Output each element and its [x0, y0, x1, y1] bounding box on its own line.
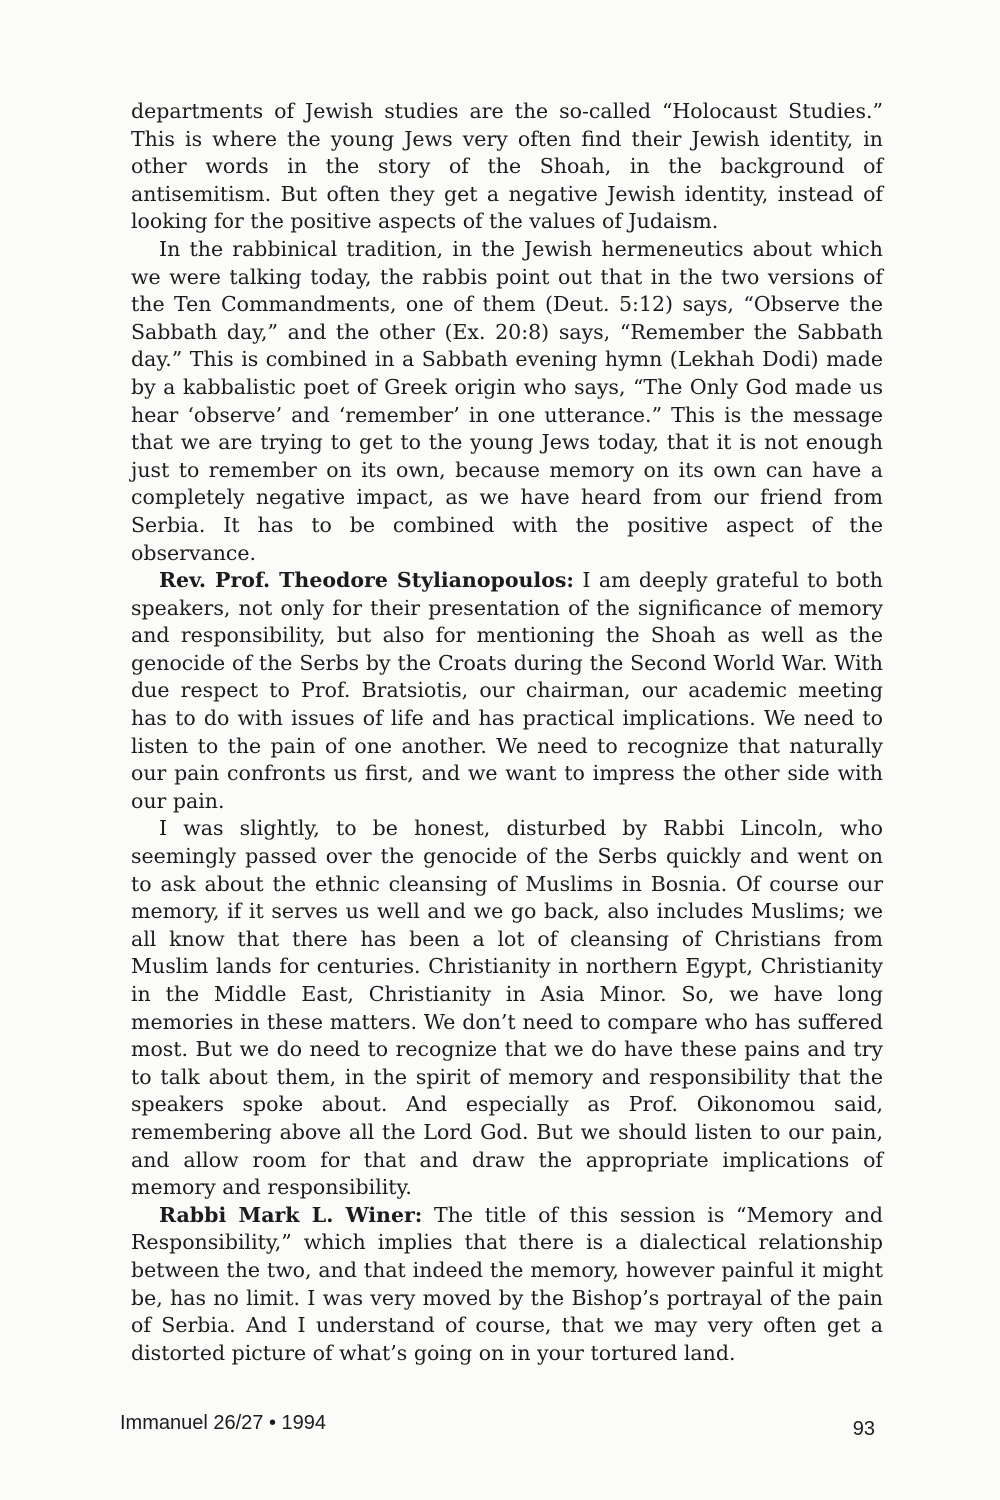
paragraph-1: departments of Jewish studies are the so-called “Holocaust Studies.” This is where the young Jews very often find their Jewish identity, in other words in the story of the Shoah, in the background of antisemitism. But often they get a negative Jewish identity, instead of looking for the positive aspects of the values of Judaism.	[131, 99, 883, 234]
paragraph-5	[131, 1202, 883, 1368]
paragraph-4: I was slightly, to be honest, disturbed by Rabbi Lincoln, who seemingly passed over the genocide of the Serbs quickly and went on to ask about the ethnic cleansing of Muslims in Bosnia. Of course our memory, if it serves us well and we go back, also includes Muslims; we all know that there has been a lot of cleansing of Christians from Muslim lands for centuries. Christianity in northern Egypt, Christianity in the Middle East, Christianity in Asia Minor. So, we have long memories in these matters. We don’t need to compare who has suffered most. But we do need to recognize that we do have these pains and try to talk about them, in the spirit of memory and responsibility that the speakers spoke about. And especially as Prof. Oikonomou said, remembering above all the Lord God. But we should listen to our pain, and allow room for that and draw the appropriate implications of memory and responsibility.	[131, 816, 883, 1200]
paragraph-5-text: The title of this session is “Memory and Responsibility,” which implies that there is a dialectical relationship between the two, and that indeed the memory, however painful it might be, has no limit. I was very moved by the Bishop’s portrayal of the pain of Serbia. And I understand of course, that we may very often get a distorted picture of what’s going on in your tortured land.	[131, 1202, 883, 1365]
page-number: 93	[852, 1418, 875, 1440]
body-text	[131, 98, 883, 1367]
paragraph-2: In the rabbinical tradition, in the Jewish hermeneutics about which we were talking today, the rabbis point out that in the two versions of the Ten Commandments, one of them (Deut. 5:12) says, “Observe the Sabbath day,” and the other (Ex. 20:8) says, “Remember the Sabbath day.” This is combined in a Sabbath evening hymn (Lekhah Dodi) made by a kabbalistic poet of Greek origin who says, “The Only God made us hear ‘observe’ and ‘remember’ in one utterance.” This is the message that we are trying to get to the young Jews today, that it is not enough just to remember on its own, because memory on its own can have a completely negative impact, as we have heard from our friend from Serbia. It has to be combined with the positive aspect of the observance.	[131, 236, 883, 565]
paragraph-3-text: I am deeply grateful to both speakers, not only for their presentation of the significance of memory and responsibility, but also for mentioning the Shoah as well as the genocide of the Serbs by the Croats during the Second World War. With due respect to Prof. Bratsiotis, our chairman, our academic meeting has to do with issues of life and has practical implications. We need to listen to the pain of one another. We need to recognize that naturally our pain confronts us first, and we want to impress the other side with our pain.	[131, 568, 883, 813]
speaker-name-winer: Rabbi Mark L. Winer:	[159, 1202, 423, 1227]
speaker-name-stylianopoulos: Rev. Prof. Theodore Stylianopoulos:	[159, 568, 574, 593]
paragraph-3	[131, 567, 883, 815]
journal-citation: Immanuel 26/27 • 1994	[120, 1412, 327, 1434]
